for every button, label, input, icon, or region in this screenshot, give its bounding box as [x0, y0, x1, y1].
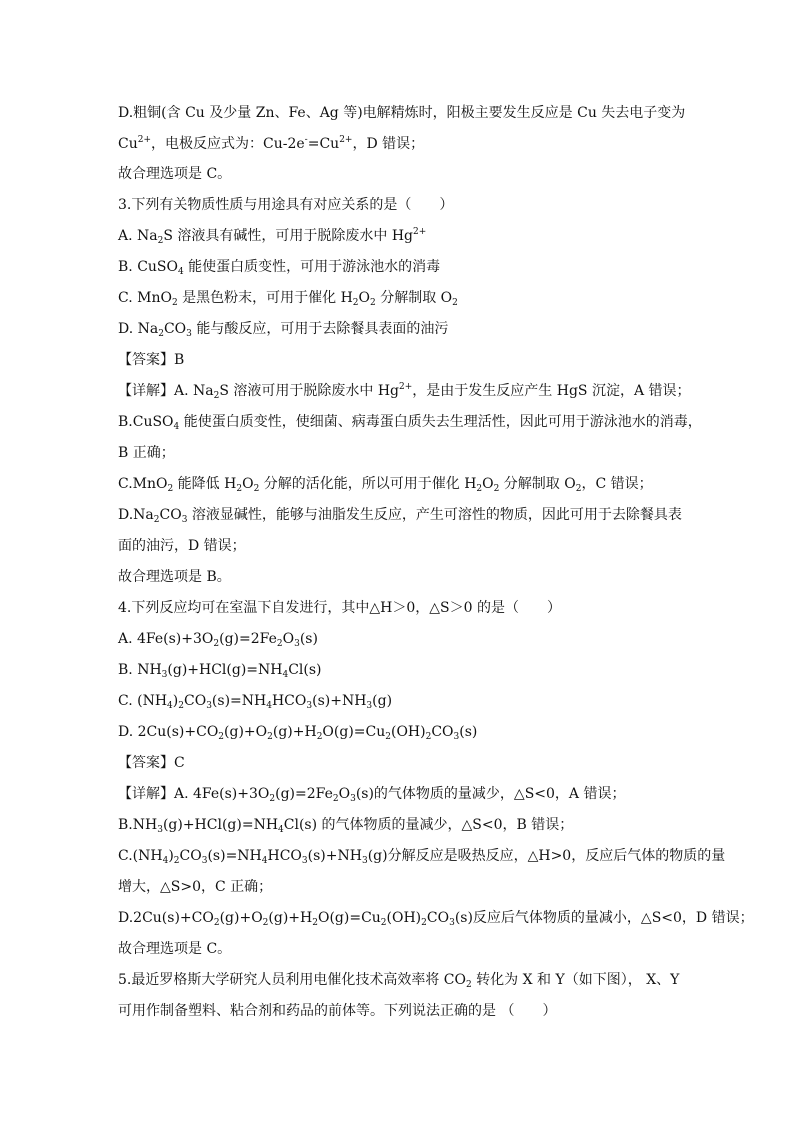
option-d: D. $2Cu(s)+CO_2(g)+O_2(g)+H_2O(g)=Cu_2(OH)_2CO_3(s)$	[118, 724, 478, 742]
question-5-stem: 5.最近罗格斯大学研究人员利用电催化技术高效率将 $CO_2$ 转化为 X 和 Y（如下图）， X、Y	[118, 972, 680, 990]
question-5-stem: 可用作制备塑料、粘合剂和药品的前体等。下列说法正确的是 （ ）	[118, 1003, 557, 1019]
explanation-line: 增大，△S>0，C 正确；	[118, 879, 273, 895]
explanation-line: $D.2Cu(s)+CO_2(g)+O_2(g)+H_2O(g)=Cu_2(OH)_2CO_3(s)$反应后气体物质的量减小，△S<0，D 错误；	[118, 910, 754, 928]
explanation-line: C.MnO$_2$ 能降低 $H_2O_2$ 分解的活化能，所以可用于催化 $H_2O_2$ 分解制取 $O_2$，C 错误；	[118, 476, 653, 494]
question-3-stem: 3.下列有关物质性质与用途具有对应关系的是（ ）	[118, 197, 454, 213]
answer-label: 【答案】C	[118, 755, 185, 771]
option-c: C. $(NH_4)_2CO_3(s)=NH_4HCO_3(s)+NH_3(g)$	[118, 693, 393, 711]
answer-label: 【答案】B	[118, 352, 185, 368]
option-b: B. CuSO$_4$ 能使蛋白质变性，可用于游泳池水的消毒	[118, 259, 441, 277]
explanation-line: 面的油污，D 错误；	[118, 538, 246, 554]
option-b: B. $NH_3(g)+HCl(g)=NH_4Cl(s)$	[118, 662, 322, 680]
text-line: 故合理选项是 C。	[118, 166, 232, 182]
explanation-line: $B.NH_3(g)+HCl(g)=NH_4Cl(s)$ 的气体物质的量减少，△S<0，B 错误；	[118, 817, 574, 835]
question-4-stem: 4.下列反应均可在室温下自发进行，其中△H＞0，△S＞0 的是（ ）	[118, 600, 561, 616]
explanation-line: $C.(NH_4)_2CO_3(s)=NH_4HCO_3(s)+NH_3(g)$分解反应是吸热反应，△H>0，反应后气体的物质的量	[118, 848, 726, 866]
option-a: A. $4Fe(s)+3O_2(g)=2Fe_2O_3(s)$	[118, 631, 318, 649]
option-c: C. MnO$_2$ 是黑色粉末，可用于催化 $H_2O_2$ 分解制取 $O_2$	[118, 290, 458, 308]
option-d: D. $Na_2CO_3$ 能与酸反应，可用于去除餐具表面的油污	[118, 321, 449, 339]
conclusion-line: 故合理选项是 C。	[118, 941, 232, 957]
explanation-line: $D.Na_2CO_3$ 溶液显碱性，能够与油脂发生反应，产生可溶性的物质，因此可用于去除餐具表	[118, 507, 682, 525]
explanation-line: B.CuSO$_4$ 能使蛋白质变性，使细菌、病毒蛋白质失去生理活性，因此可用于游泳池水的消毒，	[118, 414, 702, 432]
explanation-line: 【详解】A. $Na_2S$ 溶液可用于脱除废水中 $Hg^{2+}$，是由于发生反应产生 HgS 沉淀，A 错误；	[118, 382, 691, 401]
text-line: $Cu^{2+}$，电极反应式为：$Cu-2e^-=Cu^{2+}$，D 错误；	[118, 135, 425, 152]
option-a: A. $Na_2S$ 溶液具有碱性，可用于脱除废水中 $Hg^{2+}$	[118, 227, 427, 246]
conclusion-line: 故合理选项是 B。	[118, 569, 231, 585]
explanation-line: B 正确；	[118, 445, 175, 461]
text-line: D.粗铜(含 Cu 及少量 Zn、Fe、Ag 等)电解精炼时，阳极主要发生反应是 Cu 失去电子变为	[118, 105, 686, 121]
explanation-line: 【详解】A. $4Fe(s)+3O_2(g)=2Fe_2O_3(s)$的气体物质的量减少，△S<0，A 错误；	[118, 786, 626, 804]
